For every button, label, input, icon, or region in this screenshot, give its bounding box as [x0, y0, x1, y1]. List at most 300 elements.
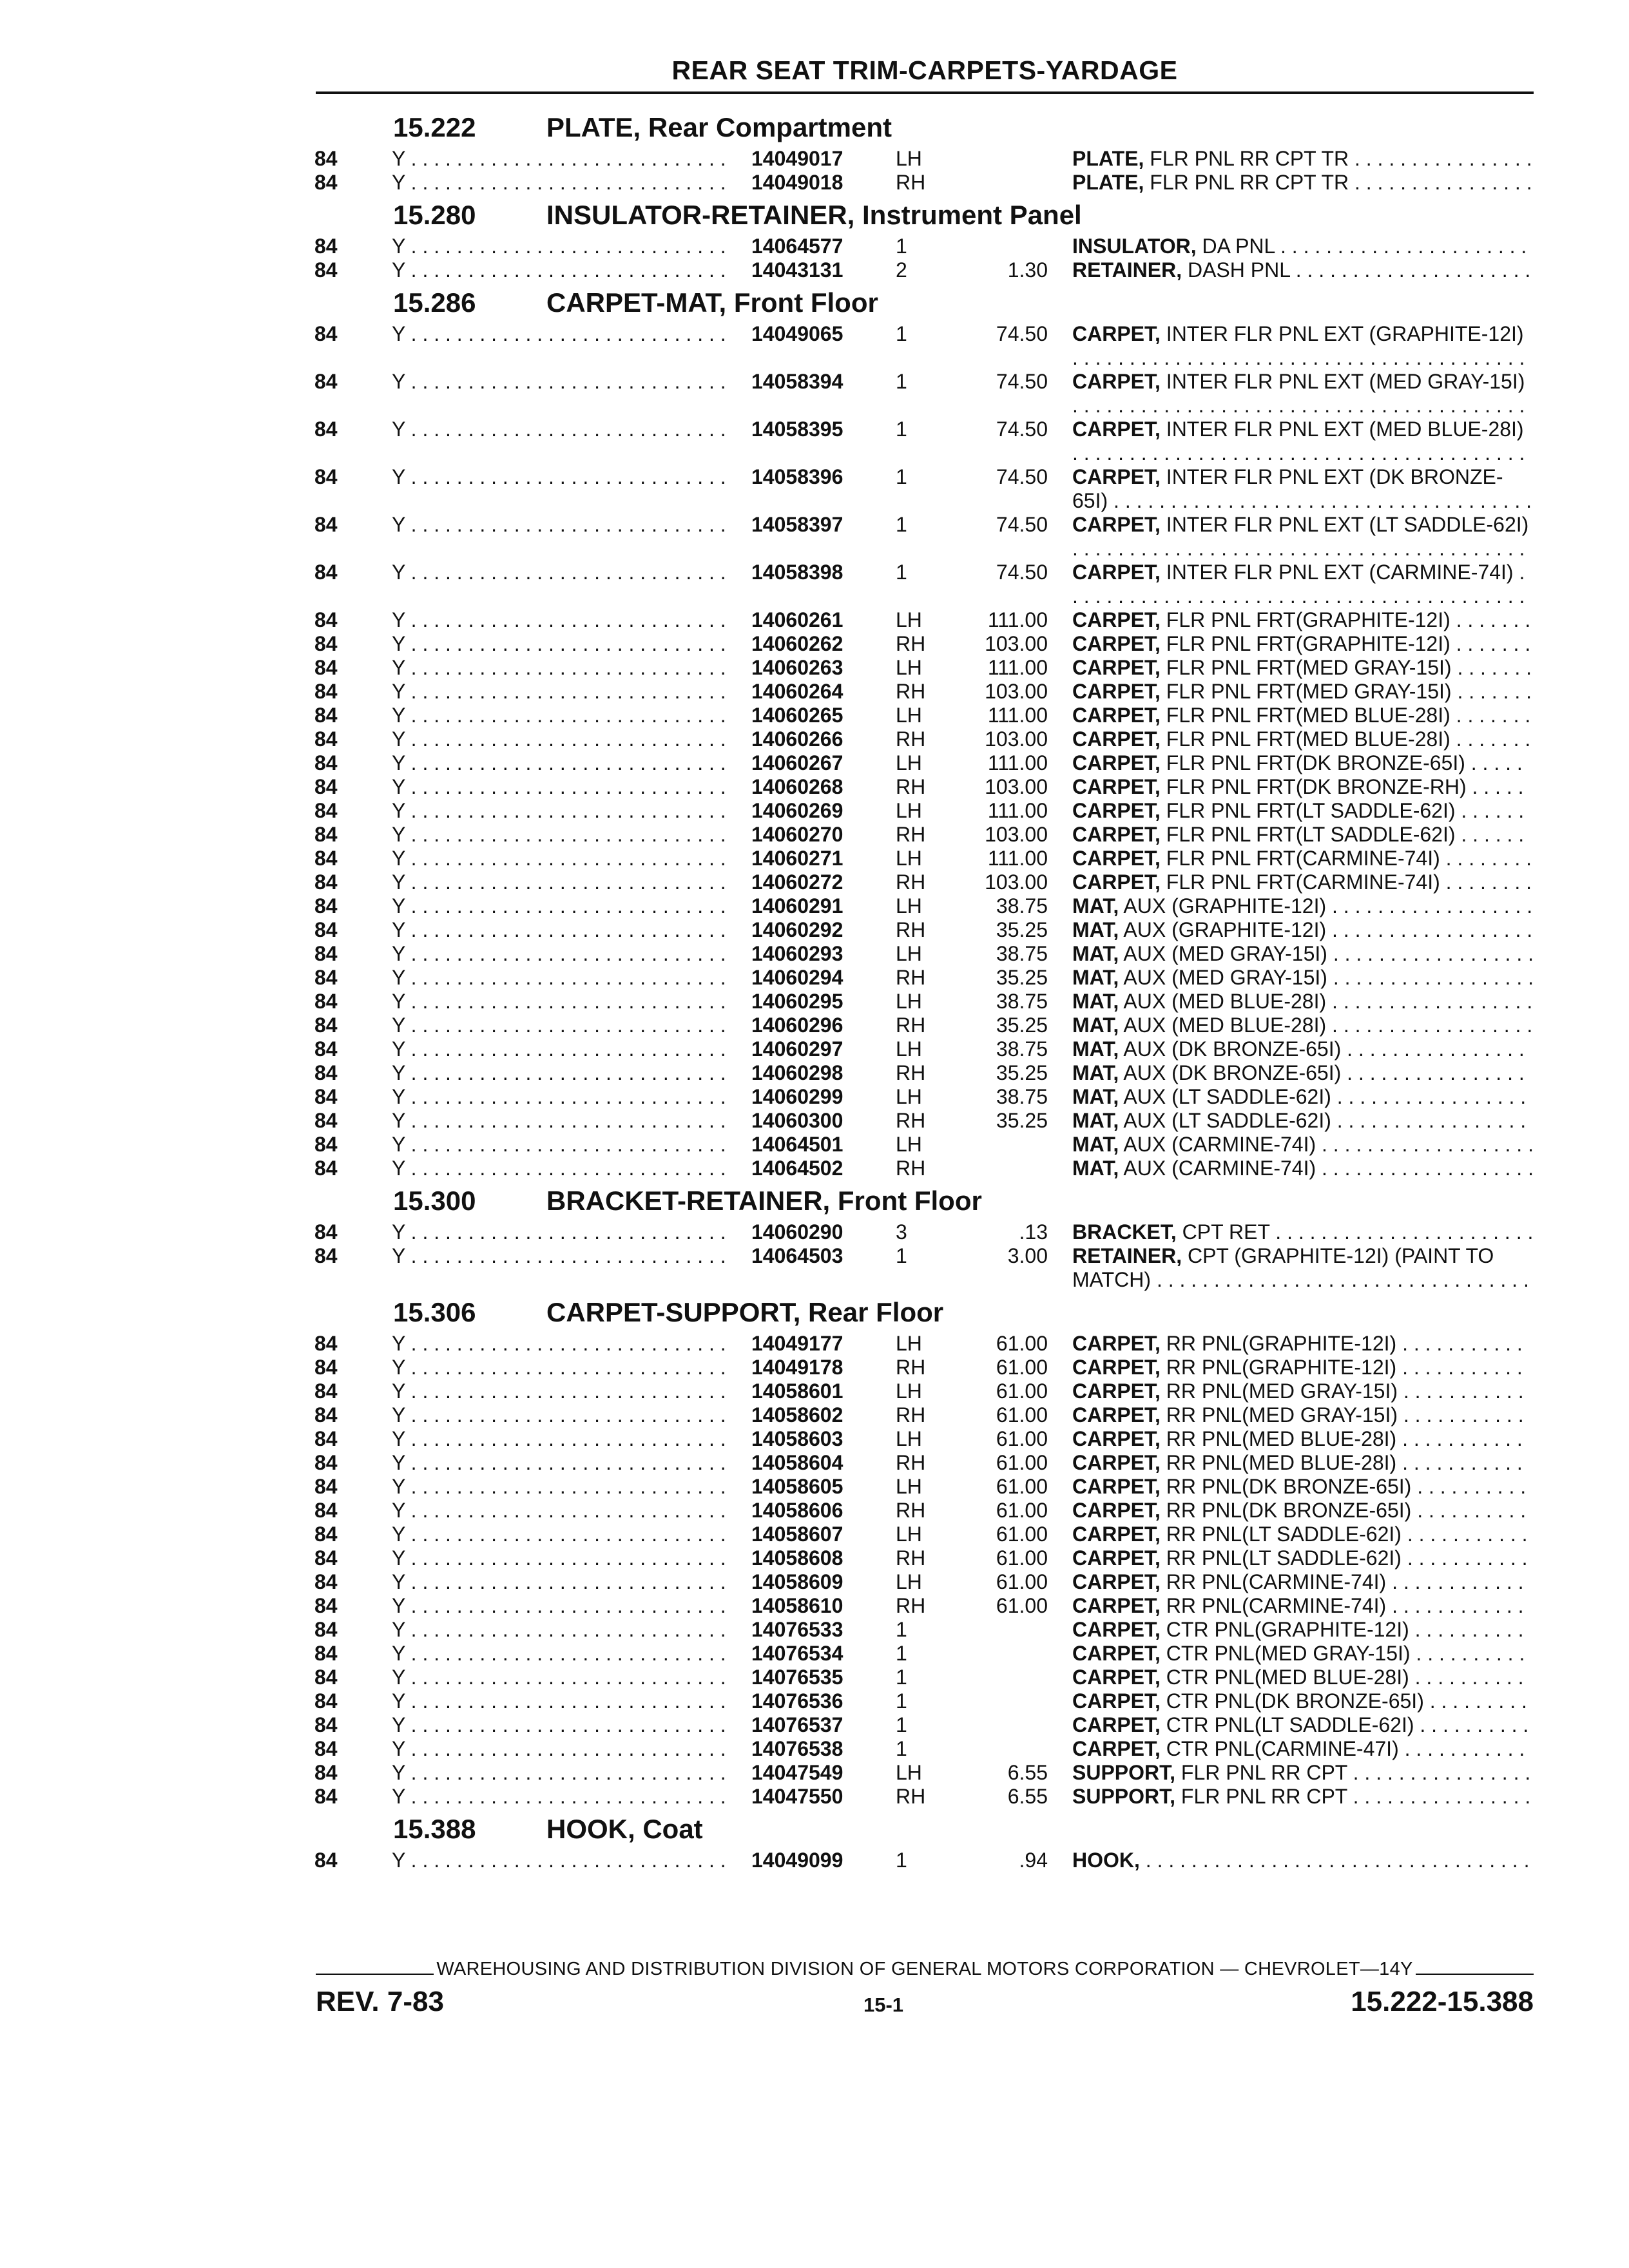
description — [1072, 751, 1534, 775]
description-lead: CARPET, — [1072, 656, 1161, 679]
part-row — [0, 966, 1629, 990]
footer-rule-left — [316, 1974, 434, 1975]
quantity: 1 — [896, 561, 907, 584]
description — [1072, 1618, 1534, 1642]
description — [1072, 561, 1534, 608]
description-lead: BRACKET, — [1072, 1220, 1177, 1244]
description — [1072, 1594, 1534, 1618]
section-title: PLATE, Rear Compartment — [546, 112, 892, 142]
model-code: Y . . . — [392, 1546, 733, 1570]
description-text: AUX (MED BLUE-28I) — [1123, 1014, 1327, 1037]
model-year: 84 — [314, 1332, 338, 1355]
description-text: FLR PNL FRT(DK BRONZE-RH) — [1166, 775, 1467, 798]
quantity: RH — [896, 1451, 926, 1474]
quantity: 1 — [896, 1849, 907, 1872]
quantity: LH — [896, 656, 922, 679]
price: 74.50 — [996, 322, 1048, 345]
model-year: 84 — [314, 847, 338, 870]
description — [1072, 942, 1534, 966]
model-year: 84 — [314, 235, 338, 258]
description-lead: MAT, — [1072, 1085, 1119, 1108]
section-header — [0, 282, 1629, 322]
model-code: Y . . . — [392, 966, 733, 990]
model-code: Y . . . — [392, 918, 733, 942]
part-row — [0, 847, 1629, 870]
description-lead: MAT, — [1072, 1133, 1119, 1156]
description-lead: SUPPORT, — [1072, 1785, 1176, 1808]
model-code: Y . . . — [392, 561, 733, 584]
part-row — [0, 918, 1629, 942]
description-text: DASH PNL — [1187, 258, 1290, 282]
model-year: 84 — [314, 870, 338, 894]
description-lead: SUPPORT, — [1072, 1761, 1176, 1784]
description-text: FLR PNL FRT(LT SADDLE-62I) — [1166, 799, 1456, 822]
description — [1072, 823, 1534, 847]
price: 35.25 — [996, 1014, 1048, 1037]
price: 61.00 — [996, 1475, 1048, 1498]
model-code: Y . . . — [392, 1109, 733, 1133]
model-year: 84 — [314, 632, 338, 655]
description-lead: CARPET, — [1072, 418, 1161, 441]
model-code: Y . . . — [392, 1157, 733, 1180]
model-code: Y . . . — [392, 418, 733, 441]
description — [1072, 1713, 1534, 1737]
section-title: INSULATOR-RETAINER, Instrument Panel — [546, 200, 1082, 230]
description-lead: PLATE, — [1072, 147, 1144, 170]
description-text: INTER FLR PNL EXT (MED GRAY-15I) — [1166, 370, 1525, 393]
price: 38.75 — [996, 990, 1048, 1013]
model-code: Y . . . — [392, 1475, 733, 1499]
part-row — [0, 1451, 1629, 1475]
model-year: 84 — [314, 1785, 338, 1808]
description-text: FLR PNL RR CPT — [1181, 1785, 1347, 1808]
quantity: LH — [896, 1427, 922, 1450]
description-text: AUX (CARMINE-74I) — [1123, 1157, 1316, 1180]
section-number: 15.286 — [393, 287, 476, 318]
description-text: FLR PNL FRT(CARMINE-74I) — [1166, 870, 1440, 894]
model-year: 84 — [314, 1220, 338, 1244]
model-year: 84 — [314, 1475, 338, 1498]
model-year: 84 — [314, 1109, 338, 1132]
model-code: Y . . . — [392, 799, 733, 823]
price: 111.00 — [987, 704, 1048, 727]
quantity: 1 — [896, 513, 907, 536]
description-lead: CARPET, — [1072, 799, 1161, 822]
model-year: 84 — [314, 751, 338, 774]
description-text: AUX (MED GRAY-15I) — [1123, 966, 1327, 989]
description — [1072, 990, 1534, 1014]
part-number: 14058610 — [751, 1594, 843, 1617]
description-text: FLR PNL FRT(MED GRAY-15I) — [1166, 680, 1452, 703]
description — [1072, 1451, 1534, 1475]
description-lead: CARPET, — [1072, 751, 1161, 774]
description — [1072, 966, 1534, 990]
model-year: 84 — [314, 1570, 338, 1593]
quantity: RH — [896, 1109, 926, 1132]
part-row — [0, 1427, 1629, 1451]
section-number: 15.300 — [393, 1186, 476, 1216]
model-code: Y . . . — [392, 235, 733, 258]
part-number: 14060294 — [751, 966, 843, 989]
part-row — [0, 1618, 1629, 1642]
part-number: 14049018 — [751, 171, 843, 194]
part-number: 14049177 — [751, 1332, 843, 1355]
section-number: 15.388 — [393, 1814, 476, 1844]
quantity: RH — [896, 1499, 926, 1522]
part-number: 14064577 — [751, 235, 843, 258]
description-lead: CARPET, — [1072, 322, 1161, 345]
price: 111.00 — [987, 751, 1048, 774]
description — [1072, 680, 1534, 704]
model-code: Y . . . — [392, 1642, 733, 1666]
part-row — [0, 1403, 1629, 1427]
section-range: 15.222-15.388 — [1351, 1986, 1534, 2017]
model-year: 84 — [314, 1379, 338, 1403]
quantity: LH — [896, 1570, 922, 1593]
description-text: CTR PNL(DK BRONZE-65I) — [1166, 1689, 1424, 1713]
price: 61.00 — [996, 1403, 1048, 1427]
description-text: INTER FLR PNL EXT (DK BRONZE-65I) — [1072, 465, 1503, 512]
model-year: 84 — [314, 656, 338, 679]
price: 61.00 — [996, 1523, 1048, 1546]
part-row — [0, 656, 1629, 680]
description-lead: CARPET, — [1072, 1523, 1161, 1546]
part-row — [0, 1849, 1629, 1872]
price: 103.00 — [985, 680, 1048, 703]
part-row — [0, 1133, 1629, 1157]
description — [1072, 235, 1534, 258]
description-lead: CARPET, — [1072, 727, 1161, 751]
description — [1072, 704, 1534, 727]
price: 35.25 — [996, 1061, 1048, 1084]
model-year: 84 — [314, 823, 338, 846]
model-code: Y . . . — [392, 513, 733, 537]
price: 35.25 — [996, 1109, 1048, 1132]
description-text: DA PNL — [1202, 235, 1275, 258]
model-code: Y . . . — [392, 1037, 733, 1061]
description — [1072, 1061, 1534, 1085]
description-text: RR PNL(DK BRONZE-65I) — [1166, 1499, 1412, 1522]
description — [1072, 918, 1534, 942]
section-title: CARPET-MAT, Front Floor — [546, 287, 878, 318]
description-text: RR PNL(LT SADDLE-62I) — [1166, 1546, 1402, 1570]
price: 103.00 — [985, 727, 1048, 751]
part-number: 14060265 — [751, 704, 843, 727]
model-code: Y . . . — [392, 1849, 733, 1872]
price: 35.25 — [996, 966, 1048, 989]
description-lead: MAT, — [1072, 1109, 1119, 1132]
quantity: 1 — [896, 1689, 907, 1713]
model-code: Y . . . — [392, 322, 733, 346]
description-lead: MAT, — [1072, 942, 1119, 965]
part-number: 14064501 — [751, 1133, 843, 1156]
part-row — [0, 1594, 1629, 1618]
price: 38.75 — [996, 1037, 1048, 1061]
description-lead: CARPET, — [1072, 1356, 1161, 1379]
description — [1072, 894, 1534, 918]
model-year: 84 — [314, 1427, 338, 1450]
price: 38.75 — [996, 894, 1048, 918]
price: 38.75 — [996, 942, 1048, 965]
model-code: Y . . . — [392, 727, 733, 751]
part-row — [0, 1220, 1629, 1244]
model-year: 84 — [314, 799, 338, 822]
description — [1072, 1014, 1534, 1037]
price: 74.50 — [996, 465, 1048, 488]
description-text: FLR PNL FRT(GRAPHITE-12I) — [1166, 608, 1451, 631]
quantity: 3 — [896, 1220, 907, 1244]
description — [1072, 727, 1534, 751]
part-number: 14076534 — [751, 1642, 843, 1665]
description-text: AUX (MED GRAY-15I) — [1123, 942, 1327, 965]
part-number: 14060264 — [751, 680, 843, 703]
description-text: FLR PNL RR CPT TR — [1150, 147, 1349, 170]
description-lead: RETAINER, — [1072, 258, 1182, 282]
model-year: 84 — [314, 171, 338, 194]
model-code: Y . . . — [392, 1061, 733, 1085]
part-number: 14076533 — [751, 1618, 843, 1641]
description-text: RR PNL(MED GRAY-15I) — [1166, 1379, 1398, 1403]
model-code: Y . . . — [392, 1403, 733, 1427]
description-lead: CARPET, — [1072, 680, 1161, 703]
price: 111.00 — [987, 608, 1048, 631]
description — [1072, 1689, 1534, 1713]
quantity: LH — [896, 894, 922, 918]
model-code: Y . . . — [392, 1594, 733, 1618]
part-number: 14060262 — [751, 632, 843, 655]
quantity: LH — [896, 990, 922, 1013]
model-code: Y . . . — [392, 465, 733, 489]
description-text: CTR PNL(CARMINE-47I) — [1166, 1737, 1399, 1760]
model-year: 84 — [314, 147, 338, 170]
part-row — [0, 632, 1629, 656]
quantity: LH — [896, 704, 922, 727]
model-code: Y . . . — [392, 1570, 733, 1594]
quantity: LH — [896, 608, 922, 631]
part-number: 14060291 — [751, 894, 843, 918]
quantity: 1 — [896, 235, 907, 258]
description-text: RR PNL(DK BRONZE-65I) — [1166, 1475, 1412, 1498]
model-code: Y . . . — [392, 1785, 733, 1809]
description — [1072, 1133, 1534, 1157]
description — [1072, 1737, 1534, 1761]
description-text: AUX (DK BRONZE-65I) — [1123, 1037, 1342, 1061]
model-code: Y . . . — [392, 1761, 733, 1785]
part-row — [0, 1244, 1629, 1292]
part-row — [0, 465, 1629, 513]
price: 61.00 — [996, 1594, 1048, 1617]
part-row — [0, 1037, 1629, 1061]
description — [1072, 608, 1534, 632]
model-code: Y . . . — [392, 1014, 733, 1037]
model-year: 84 — [314, 1133, 338, 1156]
model-year: 84 — [314, 1618, 338, 1641]
description-text: CPT (GRAPHITE-12I) (PAINT TO MATCH) — [1072, 1244, 1494, 1291]
model-year: 84 — [314, 608, 338, 631]
model-year: 84 — [314, 894, 338, 918]
model-code: Y . . . — [392, 1332, 733, 1356]
description-text: FLR PNL FRT(CARMINE-74I) — [1166, 847, 1440, 870]
section-header — [0, 1180, 1629, 1220]
description-lead: CARPET, — [1072, 1451, 1161, 1474]
description — [1072, 656, 1534, 680]
part-number: 14060295 — [751, 990, 843, 1013]
part-number: 14058396 — [751, 465, 843, 488]
price: 103.00 — [985, 823, 1048, 846]
description-text: INTER FLR PNL EXT (GRAPHITE-12I) — [1166, 322, 1524, 345]
quantity: 1 — [896, 1244, 907, 1267]
part-row — [0, 990, 1629, 1014]
model-year: 84 — [314, 1356, 338, 1379]
model-year: 84 — [314, 1666, 338, 1689]
description-text: FLR PNL FRT(DK BRONZE-65I) — [1166, 751, 1465, 774]
description — [1072, 632, 1534, 656]
part-number: 14060263 — [751, 656, 843, 679]
description-lead: CARPET, — [1072, 608, 1161, 631]
description-lead: CARPET, — [1072, 370, 1161, 393]
model-year: 84 — [314, 990, 338, 1013]
description-text: INTER FLR PNL EXT (LT SADDLE-62I) — [1166, 513, 1529, 536]
quantity: RH — [896, 1157, 926, 1180]
model-code: Y . . . — [392, 751, 733, 775]
description-lead: MAT, — [1072, 1157, 1119, 1180]
description — [1072, 1642, 1534, 1666]
description — [1072, 1666, 1534, 1689]
description-lead: MAT, — [1072, 894, 1119, 918]
model-code: Y . . . — [392, 823, 733, 847]
quantity: LH — [896, 751, 922, 774]
description — [1072, 1849, 1534, 1872]
description — [1072, 1037, 1534, 1061]
description — [1072, 147, 1534, 171]
model-year: 84 — [314, 322, 338, 345]
description-lead: CARPET, — [1072, 823, 1161, 846]
description-text: AUX (DK BRONZE-65I) — [1123, 1061, 1342, 1084]
description-lead: CARPET, — [1072, 1642, 1161, 1665]
model-year: 84 — [314, 1014, 338, 1037]
model-year: 84 — [314, 704, 338, 727]
model-year: 84 — [314, 370, 338, 393]
description-text: RR PNL(CARMINE-74I) — [1166, 1570, 1387, 1593]
description-text: FLR PNL FRT(MED GRAY-15I) — [1166, 656, 1452, 679]
model-year: 84 — [314, 1451, 338, 1474]
model-code: Y . . . — [392, 775, 733, 799]
part-row — [0, 1356, 1629, 1379]
description-lead: CARPET, — [1072, 1475, 1161, 1498]
part-number: 14058394 — [751, 370, 843, 393]
price: 103.00 — [985, 775, 1048, 798]
model-year: 84 — [314, 942, 338, 965]
price: 1.30 — [1007, 258, 1048, 282]
description-lead: CARPET, — [1072, 1666, 1161, 1689]
model-year: 84 — [314, 727, 338, 751]
model-code: Y . . . — [392, 1085, 733, 1109]
description-text: FLR PNL FRT(MED BLUE-28I) — [1166, 704, 1451, 727]
description-lead: CARPET, — [1072, 1427, 1161, 1450]
quantity: 1 — [896, 322, 907, 345]
quantity: 1 — [896, 1713, 907, 1736]
description-text: CTR PNL(LT SADDLE-62I) — [1166, 1713, 1414, 1736]
description-lead: CARPET, — [1072, 1737, 1161, 1760]
price: .13 — [1019, 1220, 1048, 1244]
part-row — [0, 171, 1629, 195]
description — [1072, 418, 1534, 465]
description — [1072, 1427, 1534, 1451]
model-code: Y . . . — [392, 258, 733, 282]
part-number: 14058606 — [751, 1499, 843, 1522]
model-code: Y . . . — [392, 1244, 733, 1268]
description-text: AUX (GRAPHITE-12I) — [1123, 918, 1327, 941]
part-row — [0, 1085, 1629, 1109]
model-year: 84 — [314, 1085, 338, 1108]
price: 111.00 — [987, 656, 1048, 679]
part-row — [0, 235, 1629, 258]
part-number: 14060269 — [751, 799, 843, 822]
quantity: LH — [896, 147, 922, 170]
quantity: LH — [896, 1379, 922, 1403]
description-lead: MAT, — [1072, 1037, 1119, 1061]
description-text: INTER FLR PNL EXT (MED BLUE-28I) — [1166, 418, 1524, 441]
model-code: Y . . . — [392, 704, 733, 727]
part-number: 14049178 — [751, 1356, 843, 1379]
part-row — [0, 1061, 1629, 1085]
model-code: Y . . . — [392, 370, 733, 394]
quantity: 2 — [896, 258, 907, 282]
quantity: LH — [896, 942, 922, 965]
description-text: CPT RET — [1182, 1220, 1270, 1244]
part-number: 14043131 — [751, 258, 843, 282]
parts-list — [0, 107, 1629, 1872]
description — [1072, 1109, 1534, 1133]
model-year: 84 — [314, 1157, 338, 1180]
model-year: 84 — [314, 1849, 338, 1872]
quantity: 1 — [896, 1737, 907, 1760]
description-text: AUX (CARMINE-74I) — [1123, 1133, 1316, 1156]
model-year: 84 — [314, 1523, 338, 1546]
description-lead: CARPET, — [1072, 1713, 1161, 1736]
description-text: RR PNL(GRAPHITE-12I) — [1166, 1356, 1397, 1379]
footer-rule-right — [1416, 1974, 1534, 1975]
part-number: 14060268 — [751, 775, 843, 798]
price: 61.00 — [996, 1499, 1048, 1522]
part-row — [0, 561, 1629, 608]
model-year: 84 — [314, 1689, 338, 1713]
quantity: RH — [896, 966, 926, 989]
part-row — [0, 1157, 1629, 1180]
part-row — [0, 1570, 1629, 1594]
description-lead: CARPET, — [1072, 1594, 1161, 1617]
description-lead: CARPET, — [1072, 1332, 1161, 1355]
model-code: Y . . . — [392, 1451, 733, 1475]
part-row — [0, 1689, 1629, 1713]
model-code: Y . . . — [392, 1220, 733, 1244]
description-lead: CARPET, — [1072, 513, 1161, 536]
description-text: RR PNL(MED BLUE-28I) — [1166, 1427, 1397, 1450]
model-code: Y . . . — [392, 1713, 733, 1737]
description-text: FLR PNL RR CPT TR — [1150, 171, 1349, 194]
price: 61.00 — [996, 1570, 1048, 1593]
part-row — [0, 1642, 1629, 1666]
description — [1072, 1220, 1534, 1244]
quantity: LH — [896, 799, 922, 822]
part-row — [0, 1761, 1629, 1785]
price: 74.50 — [996, 370, 1048, 393]
description-text: AUX (LT SADDLE-62I) — [1123, 1085, 1331, 1108]
price: 38.75 — [996, 1085, 1048, 1108]
description — [1072, 1523, 1534, 1546]
description — [1072, 1570, 1534, 1594]
part-row — [0, 1785, 1629, 1809]
